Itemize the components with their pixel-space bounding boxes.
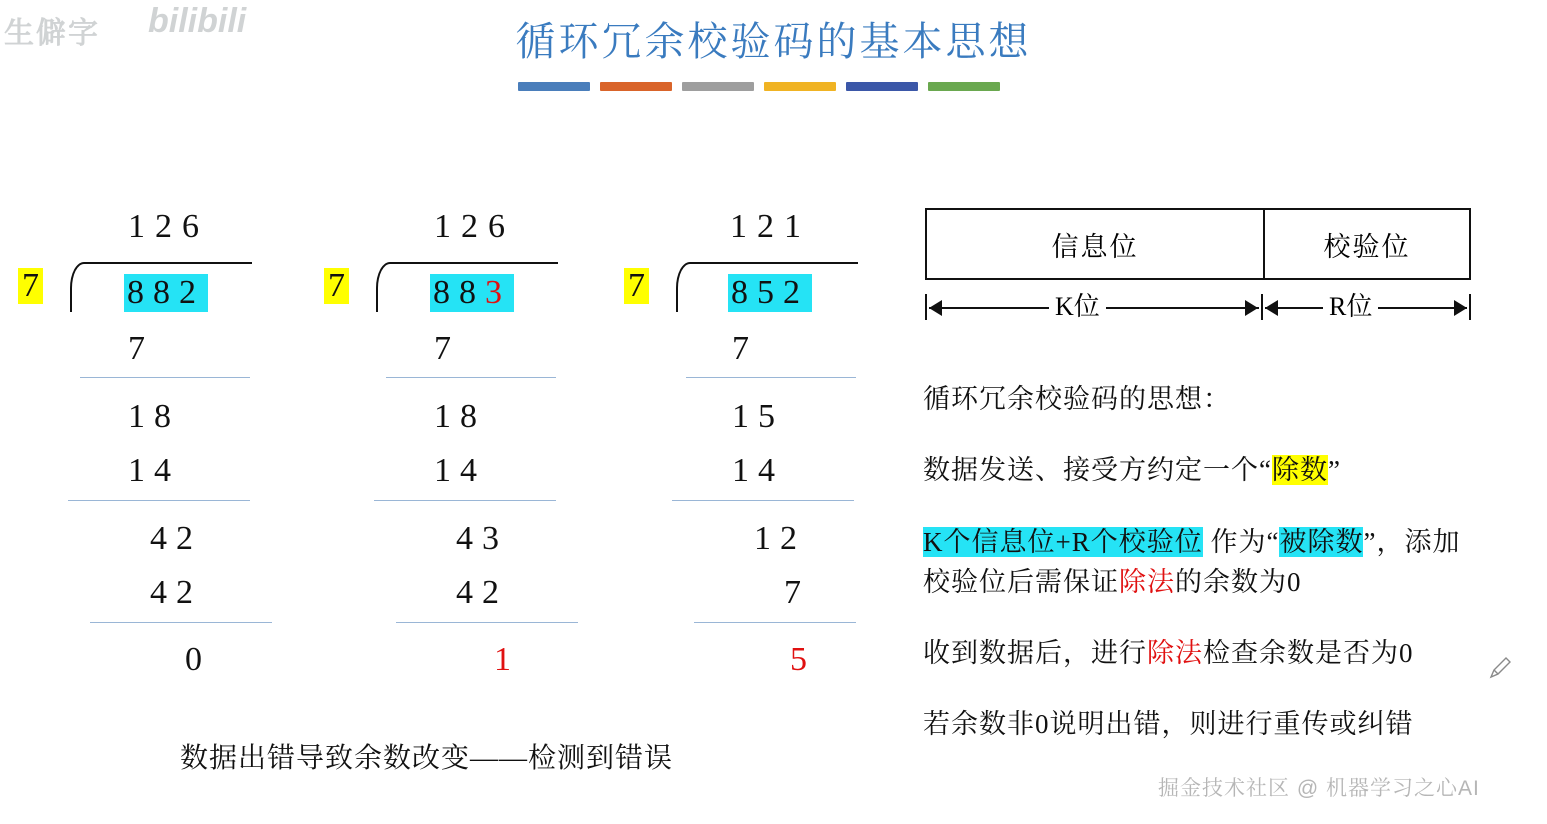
quote-close: ” xyxy=(1327,455,1341,485)
note-line-4 xyxy=(923,560,1302,599)
division-step: 42 xyxy=(150,574,202,611)
division-step: 42 xyxy=(150,520,202,557)
quote-open: “ xyxy=(1266,527,1280,557)
remainder-value: 1 xyxy=(494,641,511,678)
dividend-value xyxy=(430,274,514,312)
rule-segment xyxy=(764,82,836,91)
division-step: 18 xyxy=(434,398,486,435)
note-highlight-dividend: 被除数 xyxy=(1279,527,1364,557)
arrow-head-k-left xyxy=(929,300,942,316)
table-header-check-bits: 校验位 xyxy=(1323,231,1411,262)
remainder-value: 0 xyxy=(185,641,202,678)
division-rule xyxy=(90,622,272,623)
division-step: 7 xyxy=(434,330,460,367)
kr-frame-table xyxy=(925,208,1471,280)
division-step: 15 xyxy=(732,398,784,435)
rule-segment xyxy=(928,82,1000,91)
quotient-value: 126 xyxy=(434,208,515,245)
table-header-info-bits: 信息位 xyxy=(1051,231,1139,262)
division-rule xyxy=(686,377,856,378)
arrow-head-r-left xyxy=(1265,300,1278,316)
division-rule xyxy=(68,500,250,501)
arrow-head-r-right xyxy=(1454,300,1467,316)
division-caption: 数据出错导致余数改变——检测到错误 xyxy=(180,743,674,774)
dividend-value: 882 xyxy=(124,274,208,312)
quotient-value: 121 xyxy=(730,208,811,245)
dividend-error-digit: 3 xyxy=(485,274,511,311)
arrow-tick-right xyxy=(1469,294,1471,320)
arrow-tick-mid xyxy=(1261,294,1263,320)
rule-segment xyxy=(600,82,672,91)
note-line-5 xyxy=(923,631,1414,670)
division-step: 42 xyxy=(456,574,508,611)
quote-open: “ xyxy=(1259,455,1272,485)
quotient-value: 126 xyxy=(128,208,209,245)
note-line-2-text: 数据发送、接受方约定一个 xyxy=(923,455,1259,485)
note-line-3 xyxy=(923,520,1460,559)
remainder-value: 5 xyxy=(790,641,807,678)
watermark-text: 生僻字 xyxy=(4,17,100,50)
page-title: 循环冗余校验码的基本思想 xyxy=(515,19,1032,64)
note-line-2 xyxy=(923,448,1341,487)
note-line-1: 循环冗余校验码的思想： xyxy=(923,384,1231,414)
rule-segment xyxy=(518,82,590,91)
division-rule xyxy=(80,377,250,378)
division-step: 43 xyxy=(456,520,508,557)
dividend-prefix: 88 xyxy=(433,274,485,311)
note-line-6: 若余数非0说明出错，则进行重传或纠错 xyxy=(923,709,1414,739)
kr-arrow-row xyxy=(925,290,1471,326)
division-step: 7 xyxy=(732,330,758,367)
division-step: 14 xyxy=(434,452,486,489)
note-highlight-kr-bits: K个信息位+R个校验位 xyxy=(923,527,1203,557)
note-line-4-text-a: 校验位后需保证 xyxy=(923,567,1119,597)
dividend-value: 852 xyxy=(728,274,812,312)
note-highlight-divisor: 除数 xyxy=(1271,455,1328,485)
note-red-division-1: 除法 xyxy=(1119,567,1175,597)
division-rule xyxy=(386,377,556,378)
arrow-tick-left xyxy=(925,294,927,320)
note-line-3-text-a: 作为 xyxy=(1202,527,1267,557)
bottom-watermark: 掘金技术社区 @ 机器学习之心AI xyxy=(1158,777,1480,800)
title-rule xyxy=(518,82,1004,92)
bilibili-logo: bilibili xyxy=(148,2,247,40)
note-line-5-text-b: 检查余数是否为0 xyxy=(1203,638,1414,668)
note-line-4-text-b: 的余数为0 xyxy=(1175,567,1302,597)
division-rule xyxy=(374,500,556,501)
division-step: 18 xyxy=(128,398,180,435)
division-rule xyxy=(672,500,854,501)
rule-segment xyxy=(846,82,918,91)
divisor-value: 7 xyxy=(624,268,649,304)
division-step: 7 xyxy=(128,330,154,367)
division-step: 14 xyxy=(128,452,180,489)
note-line-3-text-b: ，添加 xyxy=(1376,527,1461,557)
divisor-value: 7 xyxy=(18,268,43,304)
division-rule xyxy=(396,622,578,623)
note-line-5-text-a: 收到数据后，进行 xyxy=(923,638,1147,668)
arrow-label-k: K位 xyxy=(1049,290,1106,324)
arrow-label-r: R位 xyxy=(1323,290,1378,324)
rule-segment xyxy=(682,82,754,91)
division-step: 14 xyxy=(732,452,784,489)
pen-icon[interactable] xyxy=(1487,655,1513,681)
note-red-division-2: 除法 xyxy=(1147,638,1203,668)
arrow-head-k-right xyxy=(1245,300,1258,316)
division-step: 7 xyxy=(784,574,810,611)
division-step: 12 xyxy=(754,520,806,557)
division-rule xyxy=(694,622,856,623)
quote-close: ” xyxy=(1363,527,1377,557)
divisor-value: 7 xyxy=(324,268,349,304)
